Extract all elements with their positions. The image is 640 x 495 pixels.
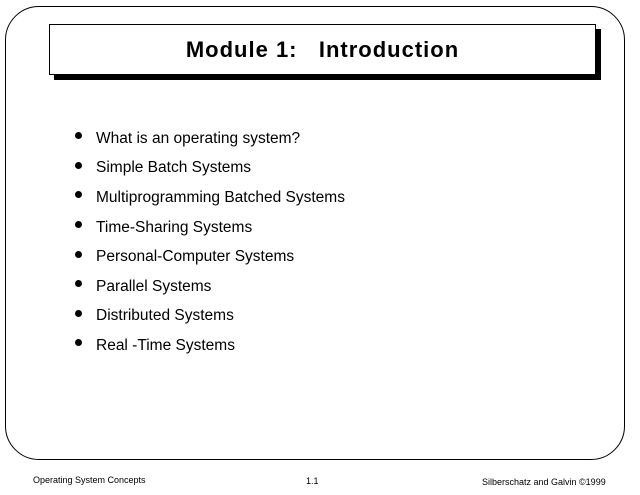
bullet-icon (75, 191, 82, 198)
list-item (75, 213, 345, 243)
list-item (75, 154, 345, 184)
bullet-text: Real -Time Systems (96, 336, 235, 354)
bullet-text: Personal-Computer Systems (96, 248, 295, 266)
bullet-icon (75, 221, 82, 228)
list-item (75, 124, 345, 154)
bullet-text: What is an operating system? (96, 129, 301, 147)
list-item (75, 183, 345, 213)
bullet-icon (75, 339, 82, 346)
bullet-list (75, 124, 345, 361)
bullet-icon (75, 280, 82, 287)
bullet-icon (75, 162, 82, 169)
footer-copyright: Silberschatz and Galvin ©1999 (482, 477, 606, 487)
bullet-icon (75, 132, 82, 139)
bullet-text: Multiprogramming Batched Systems (96, 188, 345, 206)
slide-title: Module 1: Introduction (185, 36, 460, 62)
footer-page-number: 1.1 (306, 476, 319, 486)
bullet-icon (75, 251, 82, 258)
bullet-text: Distributed Systems (96, 307, 234, 325)
bullet-text: Parallel Systems (96, 277, 212, 295)
bullet-text: Time-Sharing Systems (96, 218, 253, 236)
footer-course-title: Operating System Concepts (33, 475, 146, 485)
bullet-icon (75, 310, 82, 317)
list-item (75, 272, 345, 302)
bullet-text: Simple Batch Systems (96, 159, 252, 177)
list-item (75, 331, 345, 361)
title-box (49, 24, 596, 75)
list-item (75, 302, 345, 332)
list-item (75, 242, 345, 272)
